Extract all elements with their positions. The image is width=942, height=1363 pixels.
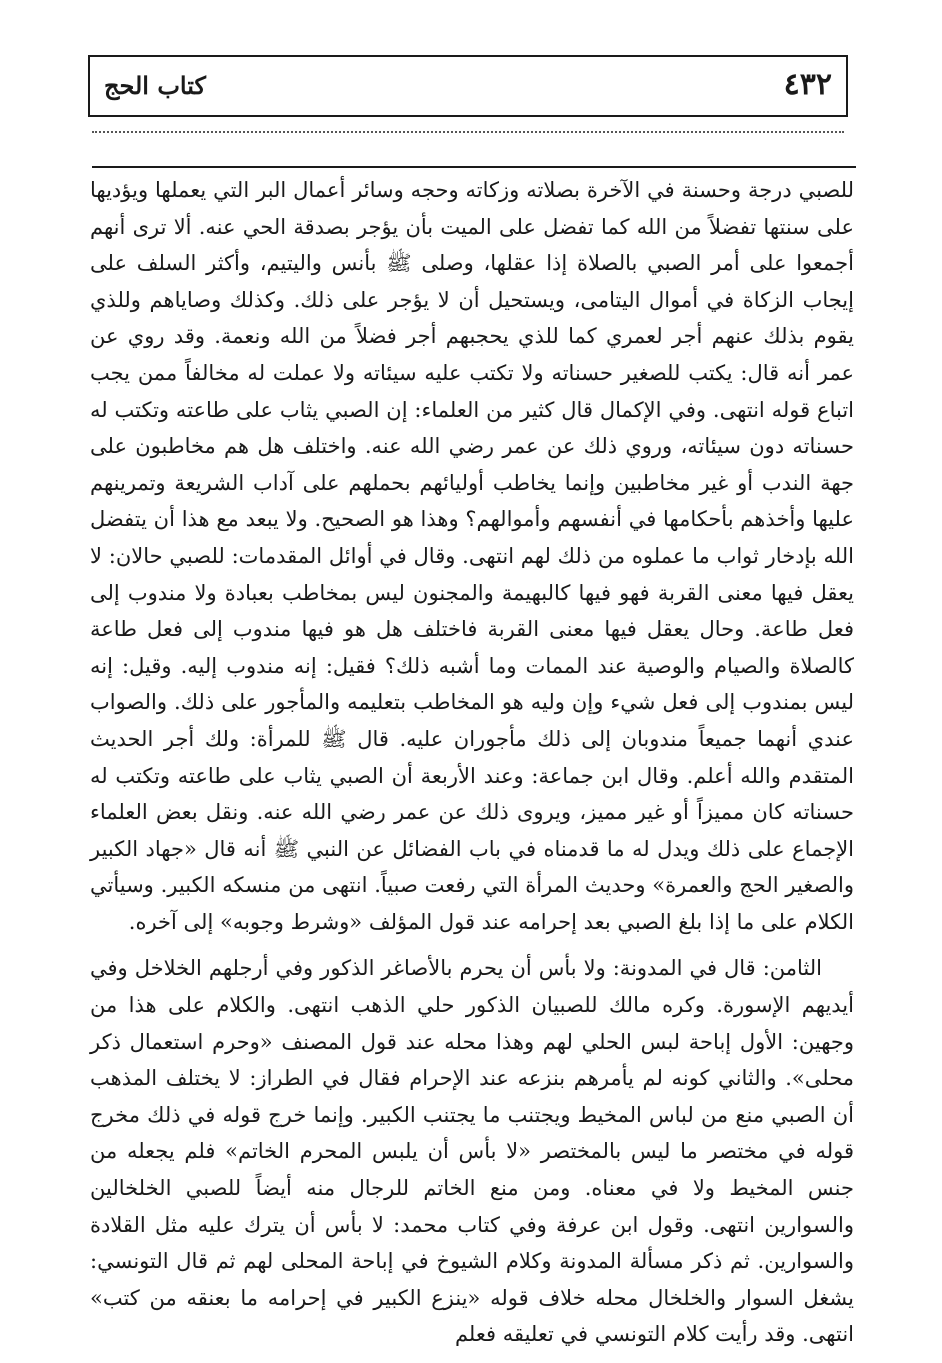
paragraph: الثامن: قال في المدونة: ولا بأس أن يحرم بالأصاغر الذكور وفي أرجلهم الخلاخل وفي أيديهم الإسورة. وكره مالك للصبيان الذكور حلي الذهب انتهى. والكلام على هذا من وجهين: الأول إباحة لبس الحلي لهم وهذا محله عند قول المصنف «وحرم استعمال ذكر محلى». والثاني كونه لم يأمرهم بنزعه عند الإحرام فقال في الطراز: لا يختلف المذهب أن الصبي منع من لباس المخيط ويجتنب ما يجتنب الكبير. وإنما خرج قوله في ذلك مخرج قوله في مختصر ما ليس بالمختصر «لا بأس أن يلبس المحرم الخاتم» فلم يجعله من جنس المخيط ولا في معناه. ومن منع الخاتم للرجال منه أيضاً للصبي الخلخالين والسوارين انتهى. وقول ابن عرفة وفي كتاب محمد: لا بأس أن يترك عليه مثل القلادة والسوارين. ثم ذكر مسألة المدونة وكلام الشيوخ في إباحة المحلى لهم ثم قال التونسي: يشغل السوار والخلخال محله خلاف قوله «ينزع الكبير في إحرامه ما بعنقه من كتب» انتهى. وقد رأيت كلام التونسي في تعليقه فعلم	[90, 956, 854, 1347]
paragraph: للصبي درجة وحسنة في الآخرة بصلاته وزكاته وحجه وسائر أعمال البر التي يعملها ويؤديها على سنتها تفضلاً من الله كما تفضل على الميت بأن يؤجر بصدقة الحي عنه. ألا ترى أنهم أجمعوا على أمر الصبي بالصلاة إذا عقلها، وصلى ﷺ بأنس واليتيم، وأكثر السلف على إيجاب الزكاة في أموال اليتامى، ويستحيل أن لا يؤجر على ذلك. وكذلك وصاياهم وللذي يقوم بذلك عنهم أجر لعمري كما للذي يحجبهم أجر فضلاً من الله ونعمة. وقد روي عن عمر أنه قال: يكتب للصغير حسناته ولا تكتب عليه سيئاته ولا عملت له مخالفاً ممن يجب اتباع قوله انتهى. وفي الإكمال قال كثير من العلماء: إن الصبي يثاب على طاعته وتكتب له حسناته دون سيئاته، وروي ذلك عن عمر رضي الله عنه. واختلف هل هم مخاطبون على جهة الندب أو غير مخاطبين وإنما يخاطب أوليائهم بحملهم على آداب الشريعة وتمرينهم عليها وأخذهم بأحكامها في أنفسهم وأموالهم؟ وهذا هو الصحيح. ولا يبعد مع هذا أن يتفضل الله بإدخار ثواب ما عملوه من ذلك لهم انتهى. وقال في أوائل المقدمات: للصبي حالان: لا يعقل فيها معنى القربة فهو فيها كالبهيمة والمجنون ليس بمخاطب بعبادة ولا مندوب إلى فعل طاعة. وحال يعقل فيها معنى القربة فاختلف هل هو فيها مندوب إلى فعل طاعة كالصلاة والصيام والوصية عند الممات وما أشبه ذلك؟ فقيل: إنه مندوب إليه. وقيل: إنه ليس بمندوب إلى فعل شيء وإن وليه هو المخاطب بتعليمه والمأجور على ذلك. والصواب عندي أنهما جميعاً مندوبان إلى ذلك مأجوران عليه. قال ﷺ للمرأة: ولك أجر الحديث المتقدم والله أعلم. وقال ابن جماعة: وعند الأربعة أن الصبي يثاب على طاعته وتكتب له حسناته كان مميزاً أو غير مميز، ويروى ذلك عن عمر رضي الله عنه. ونقل بعض العلماء الإجماع على ذلك ويدل له ما قدمناه في باب الفضائل عن النبي ﷺ أنه قال «جهاد الكبير والصغير الحج والعمرة» وحديث المرأة التي رفعت صبياً. انتهى من منسكه الكبير. وسيأتي الكلام على ما إذا بلغ الصبي بعد إحرامه عند قول المؤلف «وشرط وجوبه» إلى آخره.	[90, 178, 854, 934]
header-rule	[92, 166, 856, 168]
dotted-separator	[92, 131, 844, 133]
page-number: ٤٣٢	[783, 67, 832, 102]
book-title: كتاب الحج	[104, 71, 206, 100]
page-header	[88, 55, 848, 117]
body-text	[90, 172, 854, 1353]
